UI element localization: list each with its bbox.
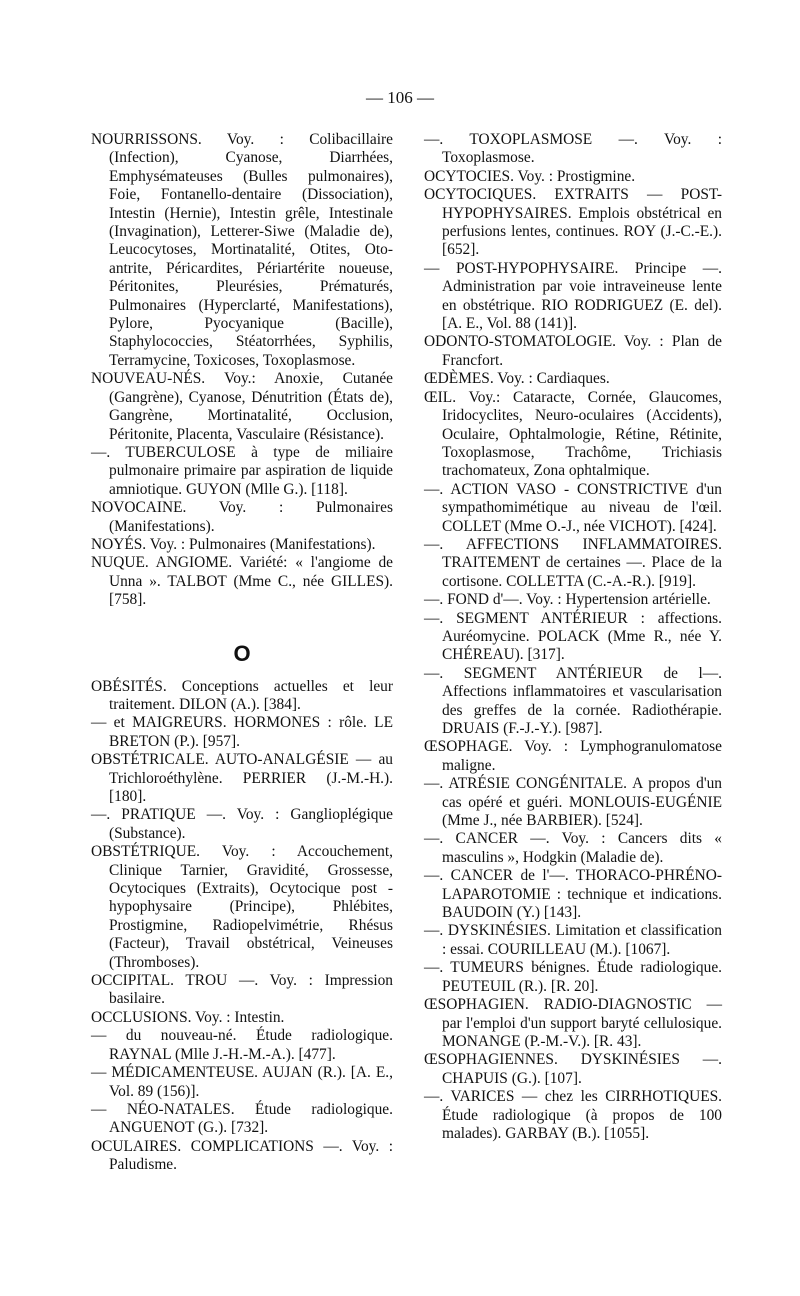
index-entry: OCCIPITAL. TROU —. Voy. : Impression basilaire. [91,972,393,1008]
index-entry: OBSTÉTRIQUE. Voy. : Accouchement, Clinique Tarnier, Gravidité, Grossesse, Ocytociques (Extraits), Ocytocique post - hypophysaire (Principe), Phlébites, Prostigmine, Radiopelvimétrie, Rhésus (Facteur), Travail obstétrical, Veineuses (Thromboses). [91,843,393,971]
index-entry: —. PRATIQUE —. Voy. : Ganglioplégique (Substance). [91,806,393,842]
index-entry: —. AFFECTIONS INFLAMMATOIRES. TRAITEMENT de certaines —. Place de la cortisone. COLLETTA (C.-A.-R.). [919]. [424,535,722,590]
index-entry: NUQUE. ANGIOME. Variété: « l'angiome de Unna ». TALBOT (Mme C., née GILLES). [758]. [91,554,393,609]
index-entry: —. TOXOPLASMOSE —. Voy. : Toxoplasmose. [424,131,722,167]
index-entry: — POST-HYPOPHYSAIRE. Principe —. Administration par voie intraveineuse lente en obstétrique. RIO RODRIGUEZ (E. del). [A. E., Vol. 88 (141)]. [424,259,722,333]
index-entry: — du nouveau-né. Étude radiologique. RAYNAL (Mlle J.-H.-M.-A.). [477]. [91,1027,393,1063]
index-entry: OCYTOCIES. Voy. : Prostigmine. [424,167,636,185]
entries-after-letter [91,678,393,1175]
index-entry: —. TUBERCULOSE à type de miliaire pulmonaire primaire par aspiration de liquide amniotique. GUYON (Mlle G.). [118]. [91,443,393,498]
index-entry: —. SEGMENT ANTÉRIEUR : affections. Auréomycine. POLACK (Mme R., née Y. CHÉREAU). [317]. [424,609,722,664]
index-entry: NOUVEAU-NÉS. Voy.: Anoxie, Cutanée (Gangrène), Cyanose, Dénutrition (États de), Gangrène, Mortinatalité, Occlusion, Péritonite, Placenta, Vasculaire (Résistance). [91,370,393,443]
index-entry: OBSTÉTRICALE. AUTO-ANALGÉSIE — au Trichloroéthylène. PERRIER (J.-M.-H.). [180]. [91,751,393,805]
index-entry: ŒDÈMES. Voy. : Cardiaques. [424,370,610,388]
index-entry: ŒSOPHAGE. Voy. : Lymphogranulomatose maligne. [424,738,722,774]
section-letter: O [233,640,251,666]
index-entry: ŒIL. Voy.: Cataracte, Cornée, Glaucomes, Iridocyclites, Neuro-oculaires (Accidents), Oculaire, Ophtalmologie, Rétine, Rétinite, Toxoplasmose, Trachôme, Trichiasis trachomateux, Zona ophtalmique. [424,388,722,480]
index-entry: — MÉDICAMENTEUSE. AUJAN (R.). [A. E., Vol. 89 (156)]. [91,1064,393,1100]
entries-before-letter [91,131,393,610]
index-entry: OCCLUSIONS. Voy. : Intestin. [91,1008,285,1026]
index-entry: OCYTOCIQUES. EXTRAITS — POST-HYPOPHYSAIRES. Emplois obstétrical en perfusions lentes, continues. ROY (J.-C.-E.). [652]. [424,186,722,259]
index-entry: NOYÉS. Voy. : Pulmonaires (Manifestations). [91,535,376,553]
index-entry: — NÉO-NATALES. Étude radiologique. ANGUENOT (G.). [732]. [91,1100,393,1137]
index-entry: —. SEGMENT ANTÉRIEUR de l—. Affections inflammatoires et vascularisation des greffes de la cornée. Radiothérapie. DRUAIS (F.-J.-Y.). [987]. [424,664,722,737]
index-entry: —. ACTION VASO - CONSTRICTIVE d'un sympathomimétique au niveau de l'œil. COLLET (Mme O.-J., née VICHOT). [424]. [424,480,722,535]
index-entry: NOVOCAINE. Voy. : Pulmonaires (Manifestations). [91,499,393,535]
index-entry: ŒSOPHAGIEN. RADIO-DIAGNOSTIC — par l'emploi d'un support baryté cellulosique. MONANGE (P.-M.-V.). [R. 43]. [424,996,722,1050]
index-entry: OBÉSITÉS. Conceptions actuelles et leur traitement. DILON (A.). [384]. [91,677,393,713]
index-entry: NOURRISSONS. Voy. : Colibacillaire (Infection), Cyanose, Diarrhées, Emphysémateuses (Bulles pulmonaires), Foie, Fontanello-dentaire (Dissociation), Intestin (Hernie), Intestin grêle, Intestinale (Invagination), Letterer-Siwe (Maladie de), Leucocytoses, Mortinatalité, Otites, Oto-antrite, Péricardites, Périartérite noueuse, Péritonites, Pleurésies, Prématurés, Pulmonaires (Hyperclarté, Manifestations), Pylore, Pyocyanique (Bacille), Staphylococcies, Stéatorrhées, Syphilis, Terramycine, Toxicoses, Toxoplasmose. [91,131,393,369]
index-entry: —. TUMEURS bénignes. Étude radiologique. PEUTEUIL (R.). [R. 20]. [424,959,722,995]
page-number: — 106 — [366,88,434,107]
left-column [91,131,393,1175]
right-column [424,131,722,1143]
index-entry: —. DYSKINÉSIES. Limitation et classification : essai. COURILLEAU (M.). [1067]. [424,922,722,958]
index-entry: — et MAIGREURS. HORMONES : rôle. LE BRETON (P.). [957]. [91,714,393,750]
index-entry: ODONTO-STOMATOLOGIE. Voy. : Plan de Francfort. [424,333,722,369]
index-entry: —. ATRÉSIE CONGÉNITALE. A propos d'un cas opéré et guéri. MONLOUIS-EUGÉNIE (Mme J., née BARBIER). [524]. [424,775,722,830]
index-entry: ŒSOPHAGIENNES. DYSKINÉSIES —. CHAPUIS (G.). [107]. [424,1051,722,1087]
index-entry: —. FOND d'—. Voy. : Hypertension artérielle. [424,591,711,609]
index-entry: OCULAIRES. COMPLICATIONS —. Voy. : Paludisme. [91,1137,393,1174]
index-entry: —. CANCER de l'—. THORACO-PHRÉNO-LAPAROTOMIE : technique et indications. BAUDOIN (Y.) [143]. [424,867,722,922]
index-entry: —. CANCER —. Voy. : Cancers dits « masculins », Hodgkin (Maladie de). [424,830,722,866]
index-entry: —. VARICES — chez les CIRRHOTIQUES. Étude radiologique (à propos de 100 malades). GARBAY (B.). [1055]. [424,1088,722,1142]
